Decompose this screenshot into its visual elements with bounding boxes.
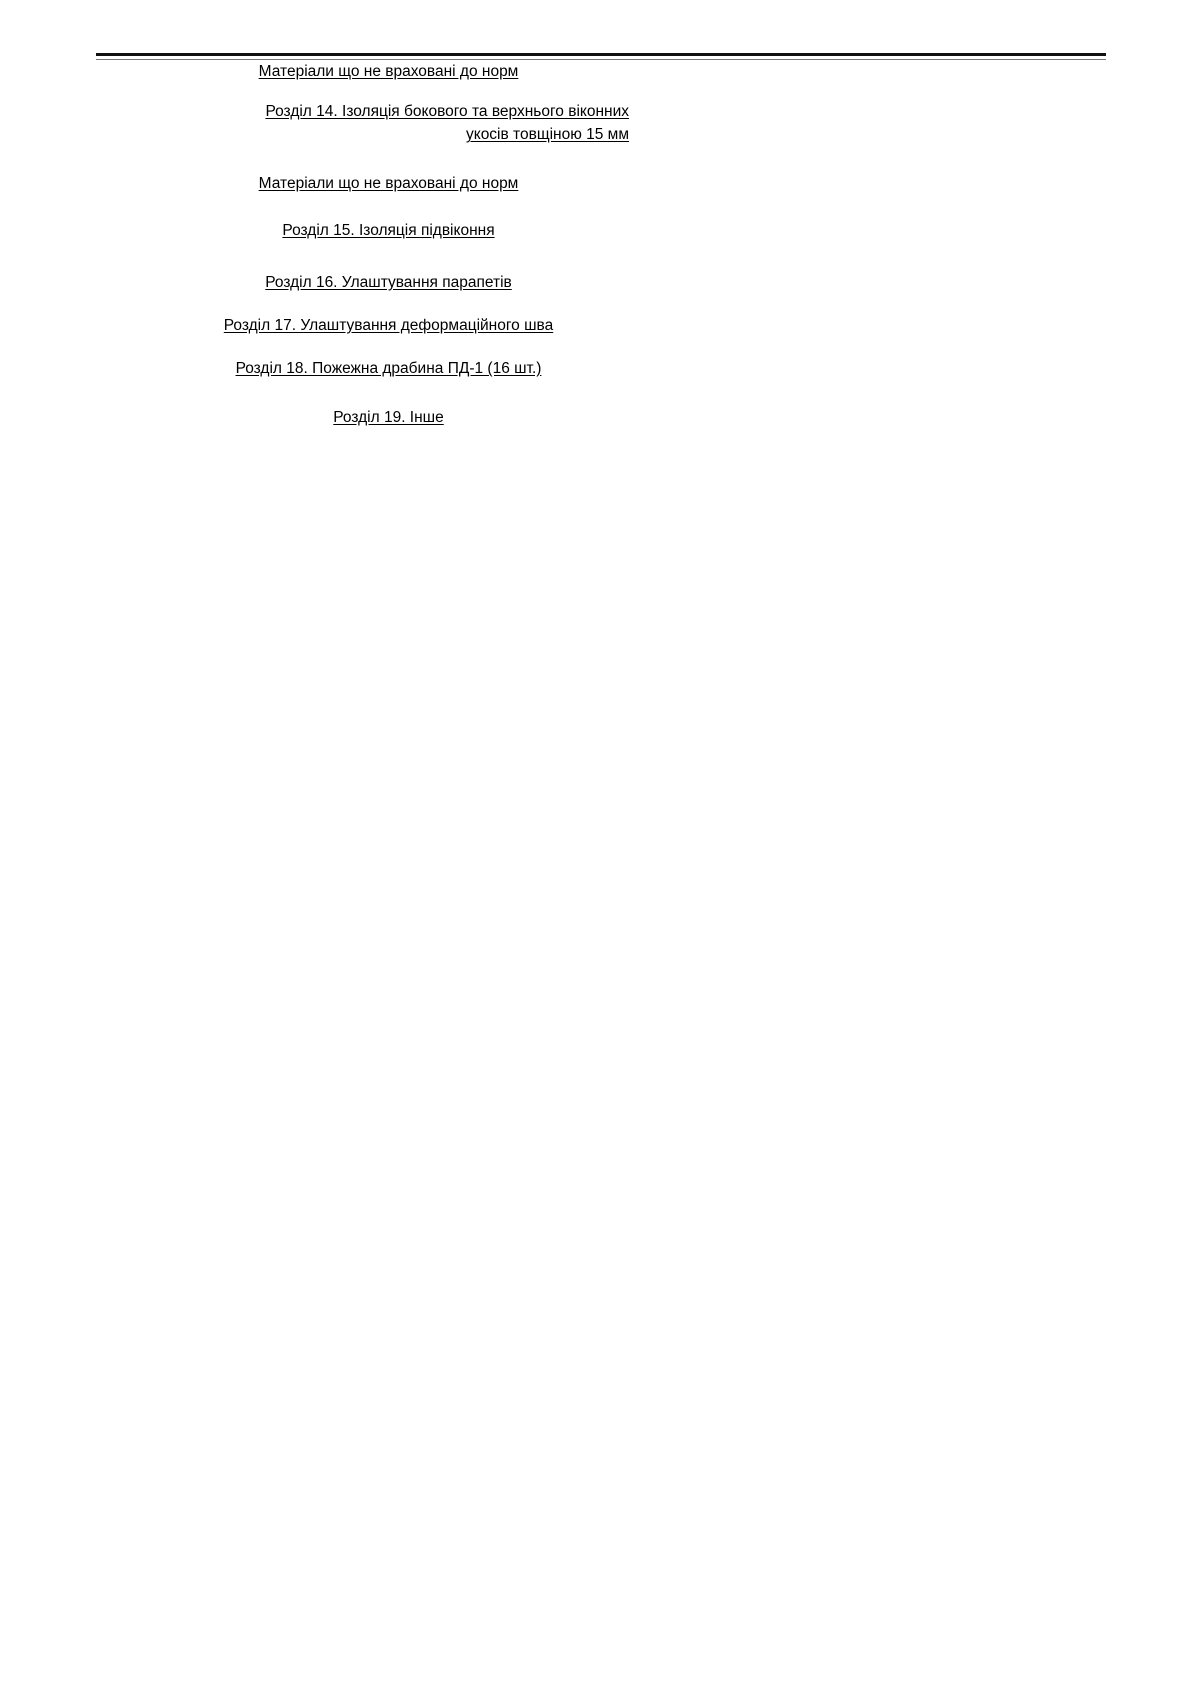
row-number	[96, 357, 142, 380]
row-number	[96, 314, 142, 337]
spacer-cell	[142, 294, 635, 308]
spacer-row	[96, 380, 1106, 394]
row-unit	[635, 123, 771, 146]
spacer-cell	[771, 294, 1011, 308]
spacer-cell	[771, 146, 1011, 160]
row-unit	[635, 172, 771, 195]
spacer-cell	[771, 196, 1011, 210]
spacer-cell	[1011, 83, 1106, 97]
section-heading-label: Розділ 15. Ізоляція підвіконня	[282, 221, 495, 239]
spacer-cell	[635, 242, 771, 256]
spacer-cell	[635, 83, 771, 97]
row-number	[96, 60, 142, 83]
spacer-cell	[1011, 429, 1106, 443]
spacer-cell	[771, 429, 1011, 443]
section-heading-label: Розділ 17. Улаштування деформаційного шва	[223, 316, 554, 334]
section-heading-row	[96, 172, 1106, 195]
spacer-row	[96, 337, 1106, 351]
row-quantity	[771, 357, 1011, 380]
row-unit	[635, 219, 771, 242]
spacer-cell	[142, 196, 635, 210]
section-heading-label: Матеріали що не враховані до норм	[258, 63, 519, 80]
section-heading-row	[96, 406, 1106, 429]
row-unit	[635, 357, 771, 380]
row-extra	[1011, 100, 1106, 123]
spacer-cell	[96, 337, 142, 351]
section-heading-label: укосів товщіною 15 мм	[465, 126, 629, 144]
row-quantity	[771, 172, 1011, 195]
section-heading-label: Розділ 14. Ізоляція бокового та верхнього віконних	[265, 103, 629, 121]
section-heading-label: Розділ 18. Пожежна драбина ПД-1 (16 шт.)	[235, 359, 542, 377]
row-number	[96, 123, 142, 146]
section-heading	[142, 172, 635, 195]
row-extra	[1011, 172, 1106, 195]
spacer-cell	[771, 380, 1011, 394]
spacer-cell	[1011, 294, 1106, 308]
row-unit	[635, 271, 771, 294]
section-heading	[142, 357, 635, 380]
spacer-row	[96, 429, 1106, 443]
row-number	[96, 406, 142, 429]
section-heading-row	[96, 357, 1106, 380]
spacer-cell	[96, 146, 142, 160]
spacer-cell	[142, 380, 635, 394]
section-heading-row	[96, 60, 1106, 83]
spacer-cell	[142, 446, 635, 468]
spacer-row	[96, 146, 1106, 160]
table-bottom-padding	[96, 446, 1106, 468]
row-unit	[635, 100, 771, 123]
spacer-cell	[635, 294, 771, 308]
spacer-cell	[771, 446, 1011, 468]
section-heading-row	[96, 219, 1106, 242]
row-quantity	[771, 406, 1011, 429]
spacer-cell	[1011, 146, 1106, 160]
section-heading-row	[96, 314, 1106, 337]
row-quantity	[771, 219, 1011, 242]
spacer-cell	[635, 429, 771, 443]
spacer-cell	[142, 146, 635, 160]
spacer-cell	[771, 242, 1011, 256]
section-heading-label: Матеріали що не враховані до норм	[258, 175, 519, 193]
spacer-cell	[142, 429, 635, 443]
row-extra	[1011, 219, 1106, 242]
row-quantity	[771, 60, 1011, 83]
spacer-cell	[635, 380, 771, 394]
section-heading-row	[96, 100, 1106, 123]
row-unit	[635, 314, 771, 337]
table-body	[96, 50, 1106, 468]
spacer-cell	[1011, 380, 1106, 394]
row-number	[96, 271, 142, 294]
row-quantity	[771, 100, 1011, 123]
spacer-cell	[635, 337, 771, 351]
section-heading	[142, 123, 635, 146]
spacer-cell	[96, 242, 142, 256]
spacer-cell	[771, 83, 1011, 97]
spacer-row	[96, 294, 1106, 308]
spacer-row	[96, 242, 1106, 256]
row-number	[96, 219, 142, 242]
section-heading	[142, 60, 635, 83]
section-heading-row	[96, 123, 1106, 146]
spacer-cell	[96, 83, 142, 97]
spacer-cell	[96, 196, 142, 210]
section-heading	[142, 314, 635, 337]
spacer-cell	[142, 337, 635, 351]
spacer-cell	[1011, 446, 1106, 468]
row-quantity	[771, 314, 1011, 337]
section-heading-label: Розділ 16. Улаштування парапетів	[265, 273, 512, 291]
row-extra	[1011, 314, 1106, 337]
section-heading	[142, 406, 635, 429]
row-extra	[1011, 123, 1106, 146]
spacer-cell	[96, 429, 142, 443]
row-number	[96, 100, 142, 123]
row-quantity	[771, 271, 1011, 294]
spacer-cell	[142, 242, 635, 256]
estimate-table	[96, 50, 1106, 468]
section-heading	[142, 219, 635, 242]
row-unit	[635, 60, 771, 83]
row-extra	[1011, 271, 1106, 294]
section-heading-label: Розділ 19. Інше	[333, 409, 444, 427]
section-heading	[142, 100, 635, 123]
spacer-cell	[142, 83, 635, 97]
spacer-row	[96, 83, 1106, 97]
spacer-cell	[96, 380, 142, 394]
row-extra	[1011, 60, 1106, 83]
spacer-cell	[1011, 337, 1106, 351]
spacer-cell	[1011, 196, 1106, 210]
spacer-cell	[635, 196, 771, 210]
spacer-cell	[1011, 242, 1106, 256]
section-heading-row	[96, 271, 1106, 294]
spacer-cell	[771, 337, 1011, 351]
spacer-cell	[96, 294, 142, 308]
row-quantity	[771, 123, 1011, 146]
row-number	[96, 172, 142, 195]
row-extra	[1011, 357, 1106, 380]
row-extra	[1011, 406, 1106, 429]
row-unit	[635, 406, 771, 429]
spacer-cell	[96, 446, 142, 468]
section-heading	[142, 271, 635, 294]
spacer-cell	[635, 146, 771, 160]
spacer-row	[96, 196, 1106, 210]
spacer-cell	[635, 446, 771, 468]
